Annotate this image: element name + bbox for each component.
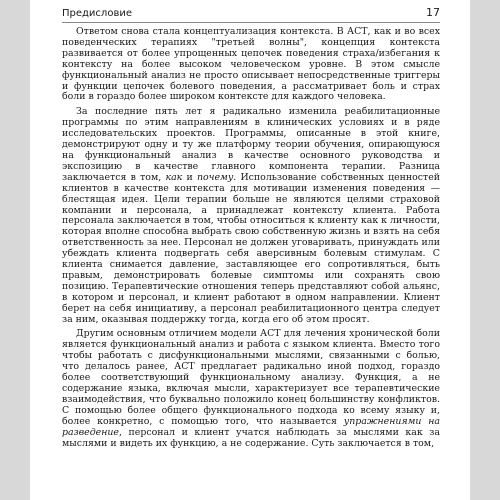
header-rule [62,22,440,23]
paragraph [62,329,440,449]
emphasis: почему [197,171,234,183]
emphasis: как [165,171,183,183]
paragraph-text: Другим основным отличием модели АСТ для лечения хронической боли является функциональный анализ и работа с языком клиента. Вместо того чтобы работать с дисфункциональными мыслями, связанными с болью, что делалось ранее, АСТ предлагает радикально иной подход, гораздо более соответствующий функциональному анализу. Функция, а не содержание языка, включая мысли, характеризует все терапевтические взаимодействия, что буквально положило конец большинству конфликтов. С помощью более общего функционального подхода ко всему языку и, более конкретно, с помощью того, что называется [62,328,440,427]
running-header [62,6,440,22]
book-page [30,0,470,500]
section-title: Предисловие [62,8,132,19]
paragraph [62,27,440,103]
page-body [62,27,440,453]
paragraph-text: . Использование собственных ценностей клиентов в качестве контекста для мотивации изменения поведения — блестящая идея. Цели терапии больше не являются целями страховой компании и персонала, а принадлежат контексту клиента. Работа персонала заключается в том, чтобы относиться к клиенту как к личности, которая вполне способна выбрать свою собственную жизнь и взять на себя ответственность за нее. Персонал не должен уговаривать, принуждать или убеждать клиента подвергать себя аверсивным болевым стимулам. С клиента снимается давление, заставляющее его сопротивляться, быть правым, демонстрировать болевые симптомы или сохранять свою позицию. Терапевтические отношения теперь представляют собой альянс, в котором и персонал, и клиент работают в одном направлении. Клиент берет на себя инициативу, а персонал реабилитационного центра следует за ним, оказывая поддержку тогда, когда его об этом просят. [62,171,441,325]
paragraph-text: , персонал и клиент учатся наблюдать за мыслями как за мыслями и видеть их функцию, а не содержание. Суть заключается в том, [62,426,440,449]
page-number: 17 [426,6,440,19]
paragraph-text: и [182,171,197,183]
paragraph-text: За последние пять лет я радикально изменила реабилитационные программы по этим направлениям в клинических условиях и в ряде исследовательских проектов. Программы, описанные в этой книге, демонстрируют одну и ту же платформу теории обучения, опирающуюся на функциональный анализ в качестве основного руководства и экспозицию в качестве главного компонента терапии. Разница заключается в том, [62,106,440,183]
paragraph [62,107,440,325]
emphasis: упражнениями на разведение [62,415,440,438]
paragraph-text: Ответом снова стала концептуализация контекста. В АСТ, как и во всех поведенческих терапиях "третьей волны", концепция контекста развивается от более упрощенных цепочек поведения страха/избегания к контексту на более высоком человеческом уровне. В этом смысле функциональный анализ не просто описывает непосредственные триггеры и функции цепочек болевого поведения, а рассматривает боль и страх боли в гораздо более широком контексте для каждого человека. [62,26,440,103]
